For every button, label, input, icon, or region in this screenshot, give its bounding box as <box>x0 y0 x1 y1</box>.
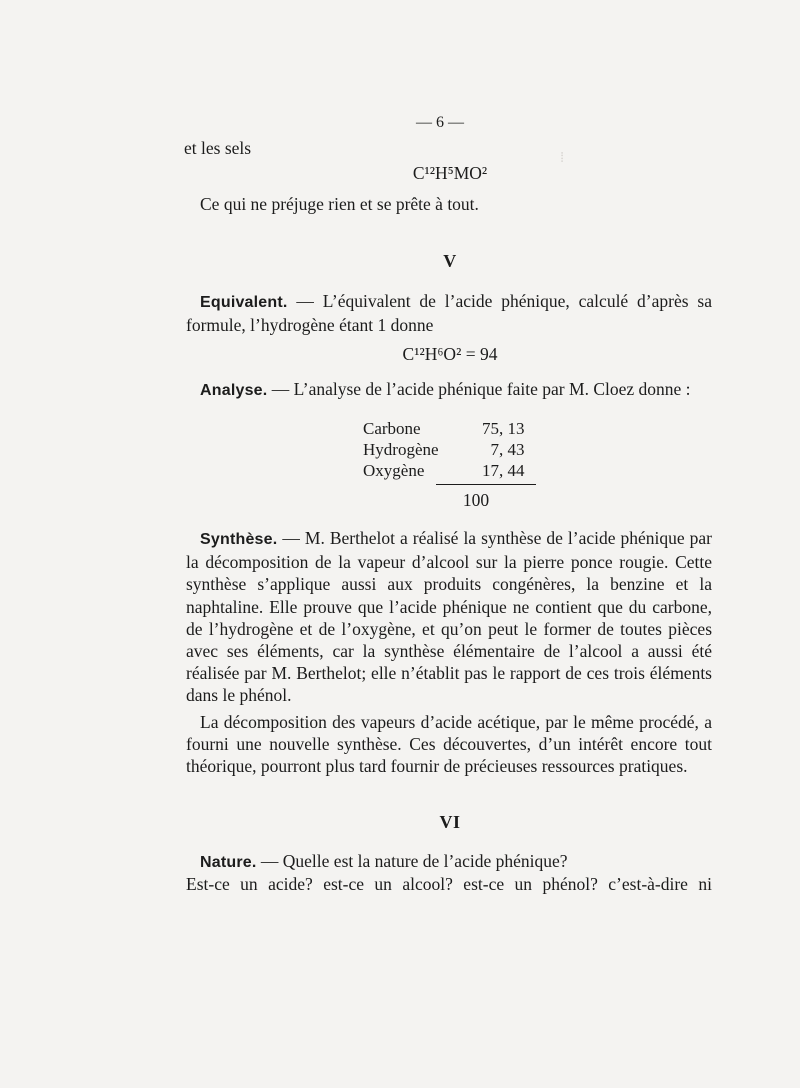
formula-equivalent: C¹²H⁶O² = 94 <box>402 344 498 364</box>
analyse-text: — L’analyse de l’acide phénique faite par M. Cloez donne : <box>267 379 691 399</box>
paragraph-nature <box>186 850 712 874</box>
composition-row <box>363 460 525 481</box>
synthese-heading: Synthèse. <box>200 531 278 548</box>
paragraph-analyse <box>186 378 712 402</box>
equivalent-heading: Equivalent. <box>200 294 288 311</box>
synthese-text: — M. Berthelot a réalisé la synthèse de l’acide phénique par la décomposition de la vapeur d’alcool sur la pierre ponce rougie. Cette synthèse s’applique aussi aux produits congénères, la benzine et la naphtaline. Elle prouve que l’acide phénique ne contient que du carbone, de l’hydrogène et de l’oxygène, et qu’on peut le former de toutes pièces avec ses éléments, car la synthèse élémentaire de l’alcool a aussi été réalisée par M. Berthelot; elle n’établit pas le rapport de ces trois éléments dans le phénol. <box>186 528 712 706</box>
element-value: 7, 43 <box>490 440 525 459</box>
section-heading-v: V <box>443 251 457 271</box>
paragraph-equivalent <box>186 290 712 336</box>
line-prejuge: Ce qui ne préjuge rien et se prête à tout. <box>200 194 479 214</box>
last-line: Est-ce un acide? est-ce un alcool? est-ce un phénol? c’est-à-dire ni <box>186 874 712 894</box>
paragraph-synthese <box>186 527 712 707</box>
paragraph-decomposition: La décomposition des vapeurs d’acide acétique, par le même procédé, a fourni une nouvelle synthèse. Ces découvertes, d’un intérêt encore tout théorique, pourront plus tard fournir de précieuses ressources pratiques. <box>186 712 712 777</box>
page-number: — 6 — <box>416 114 464 131</box>
formula-salt: C¹²H⁵MO² <box>412 163 488 183</box>
analyse-heading: Analyse. <box>200 382 268 399</box>
composition-row <box>363 418 525 439</box>
nature-text: — Quelle est la nature de l’acide phénique? <box>256 851 568 871</box>
section-heading-vi: VI <box>439 812 461 832</box>
intro-text: et les sels <box>184 138 252 158</box>
element-name: Hydrogène <box>363 440 439 459</box>
element-name: Carbone <box>363 419 421 438</box>
composition-table <box>363 418 525 481</box>
nature-heading: Nature. <box>200 854 257 871</box>
sum-rule <box>436 484 536 485</box>
element-name: Oxygène <box>363 461 425 480</box>
element-value: 17, 44 <box>482 461 525 480</box>
element-value: 75, 13 <box>482 419 525 438</box>
equivalent-text: — L’équivalent de l’acide phénique, calculé d’après sa formule, l’hydrogène étant 1 donne <box>186 291 712 336</box>
composition-row <box>363 439 525 460</box>
composition-total: 100 <box>462 490 490 510</box>
show-through-mark: ⁞ <box>560 150 565 166</box>
